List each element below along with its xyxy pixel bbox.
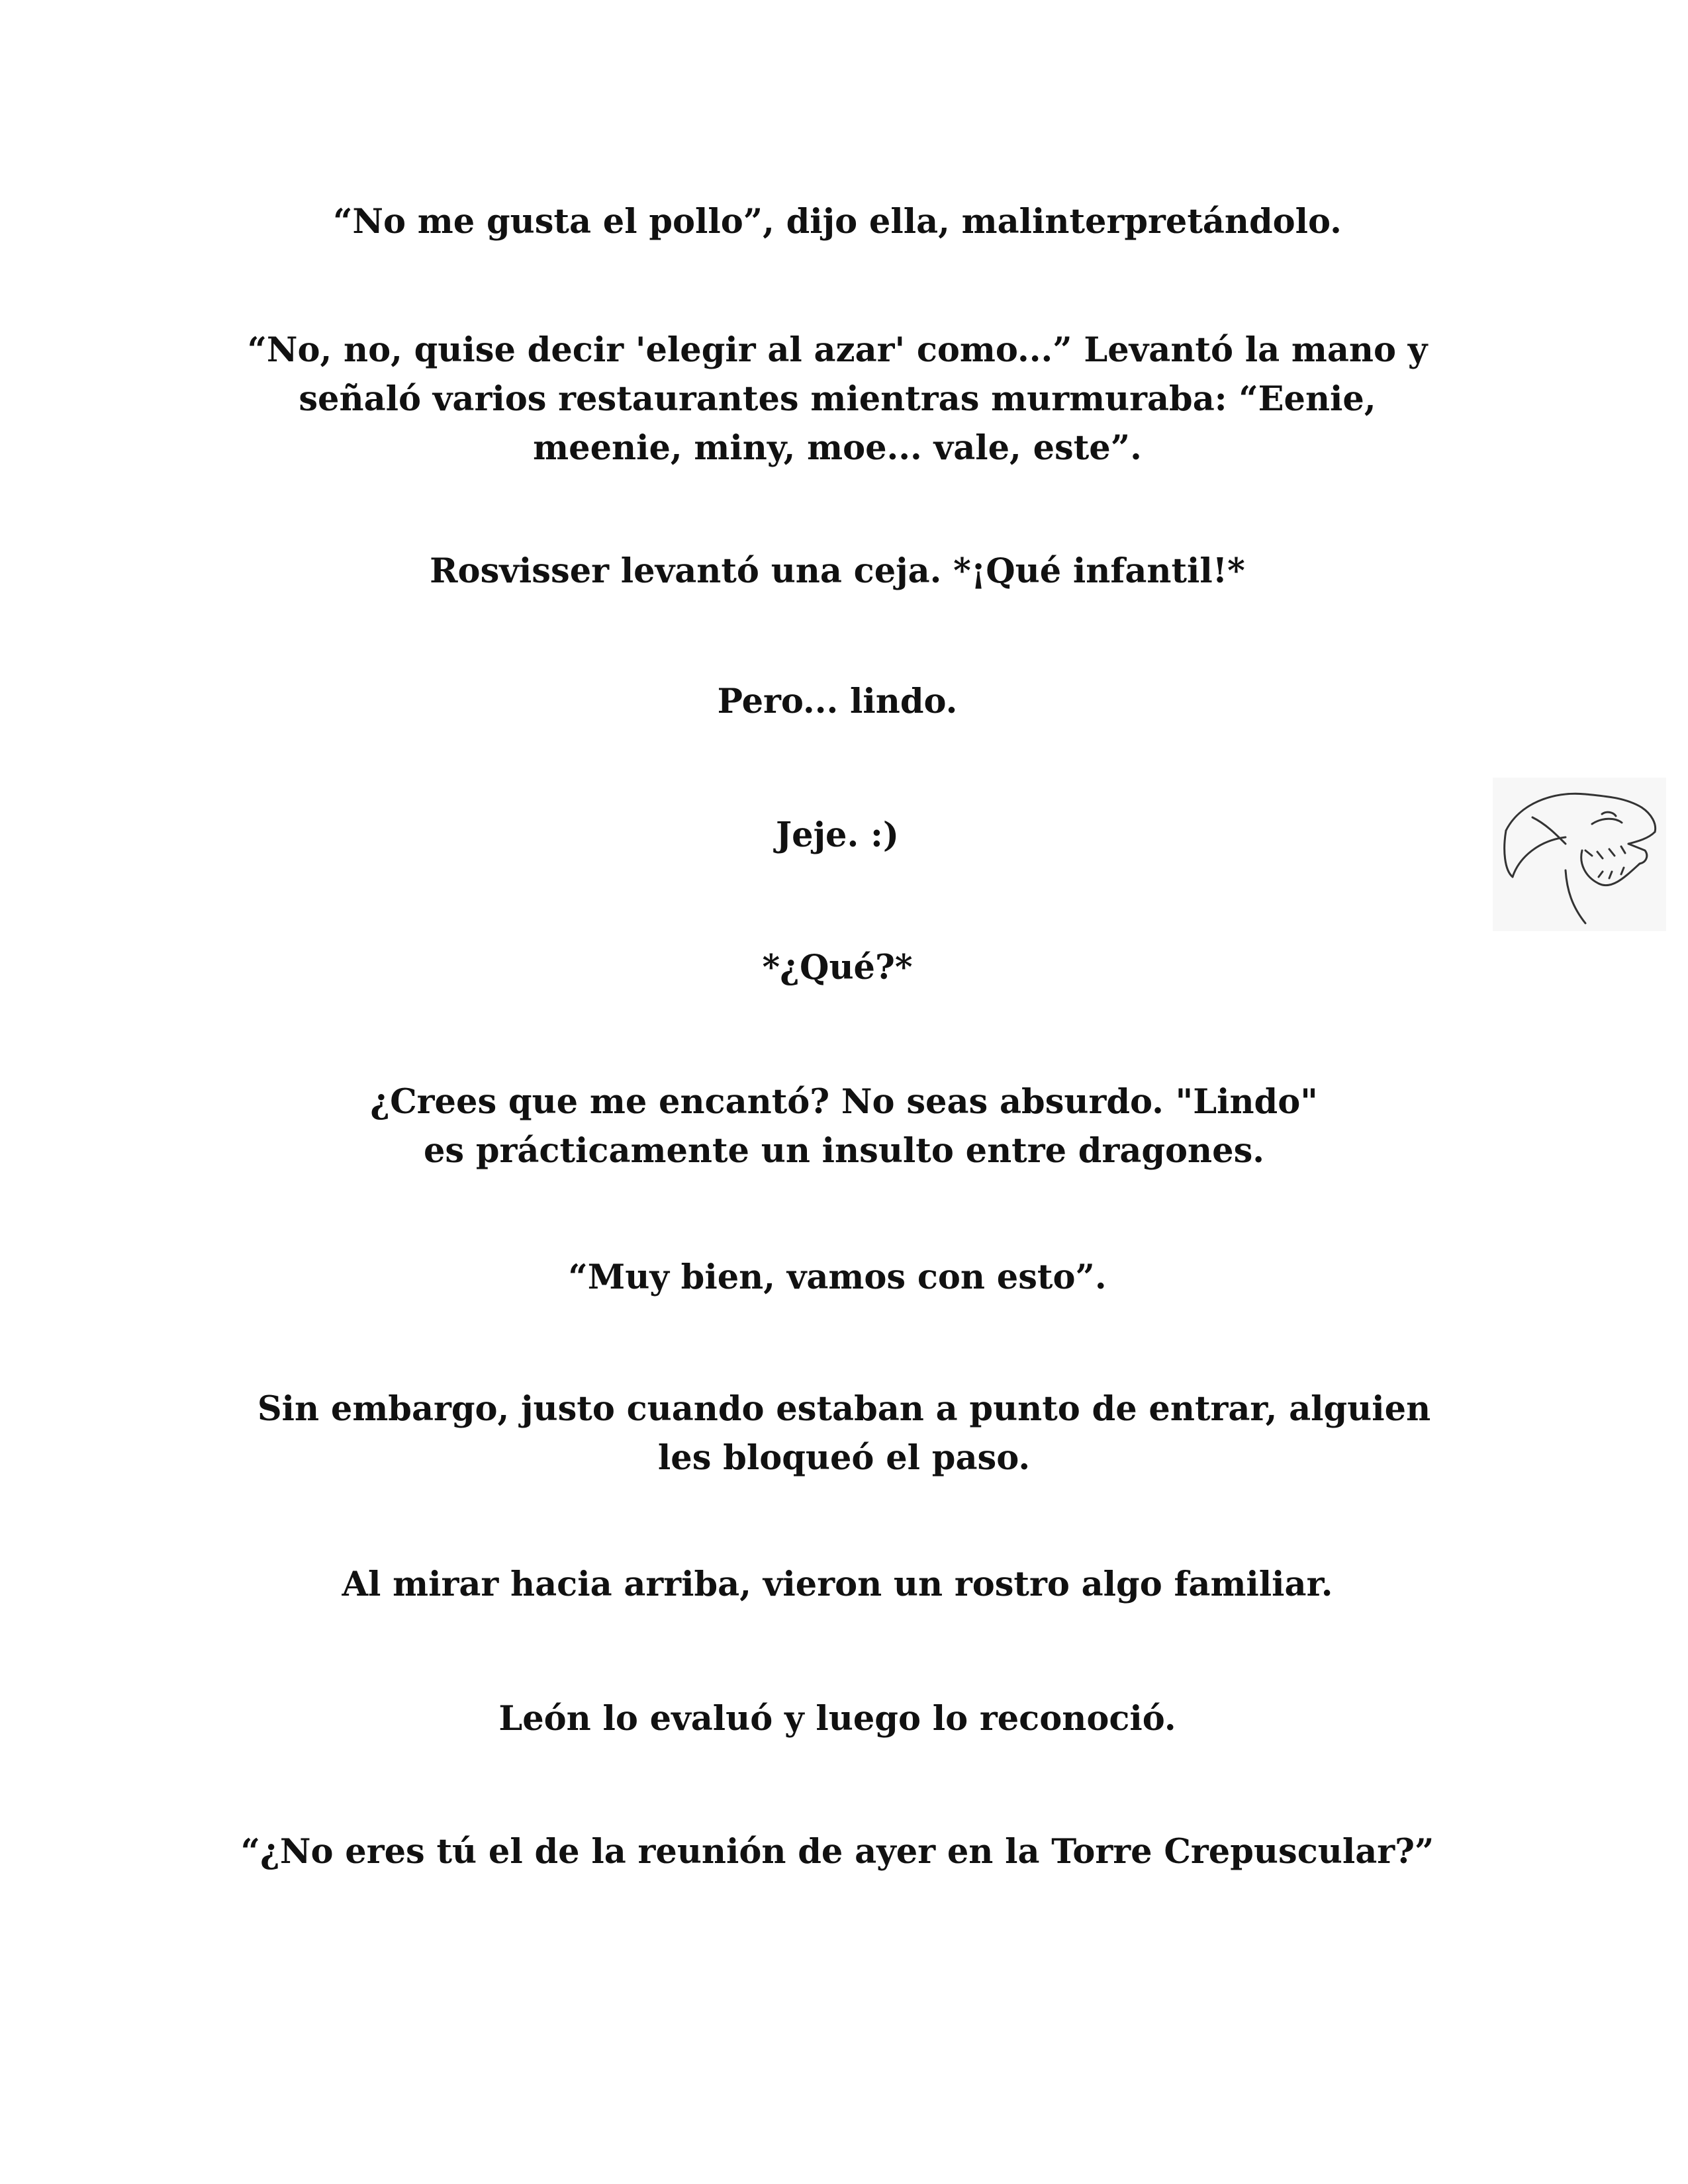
paragraph-1: “No me gusta el pollo”, dijo ella, malinterpretándolo. bbox=[333, 202, 1342, 242]
dragon-head-sketch-icon bbox=[1493, 778, 1666, 931]
paragraph-12: “¿No eres tú el de la reunión de ayer en la Torre Crepuscular?” bbox=[240, 1832, 1434, 1872]
paragraph-8: “Muy bien, vamos con esto”. bbox=[568, 1257, 1107, 1297]
paragraph-6: *¿Qué?* bbox=[762, 948, 913, 987]
paragraph-5: Jeje. :) bbox=[776, 815, 899, 855]
paragraph-9: Sin embargo, justo cuando estaban a punto de entrar, alguien les bloqueó el paso. bbox=[257, 1389, 1431, 1478]
paragraph-2: “No, no, quise decir 'elegir al azar' como...” Levantó la mano y señaló varios restaurantes mientras murmuraba: “Eenie, meenie, miny, moe... vale, este”. bbox=[247, 330, 1428, 468]
paragraph-3: Rosvisser levantó una ceja. *¡Qué infantil!* bbox=[430, 551, 1245, 591]
paragraph-7: ¿Crees que me encantó? No seas absurdo. "Lindo" es prácticamente un insulto entre dragones. bbox=[370, 1082, 1318, 1171]
paragraph-4: Pero... lindo. bbox=[717, 682, 958, 721]
paragraph-10: Al mirar hacia arriba, vieron un rostro algo familiar. bbox=[342, 1565, 1333, 1604]
paragraph-11: León lo evaluó y luego lo reconoció. bbox=[498, 1699, 1176, 1739]
